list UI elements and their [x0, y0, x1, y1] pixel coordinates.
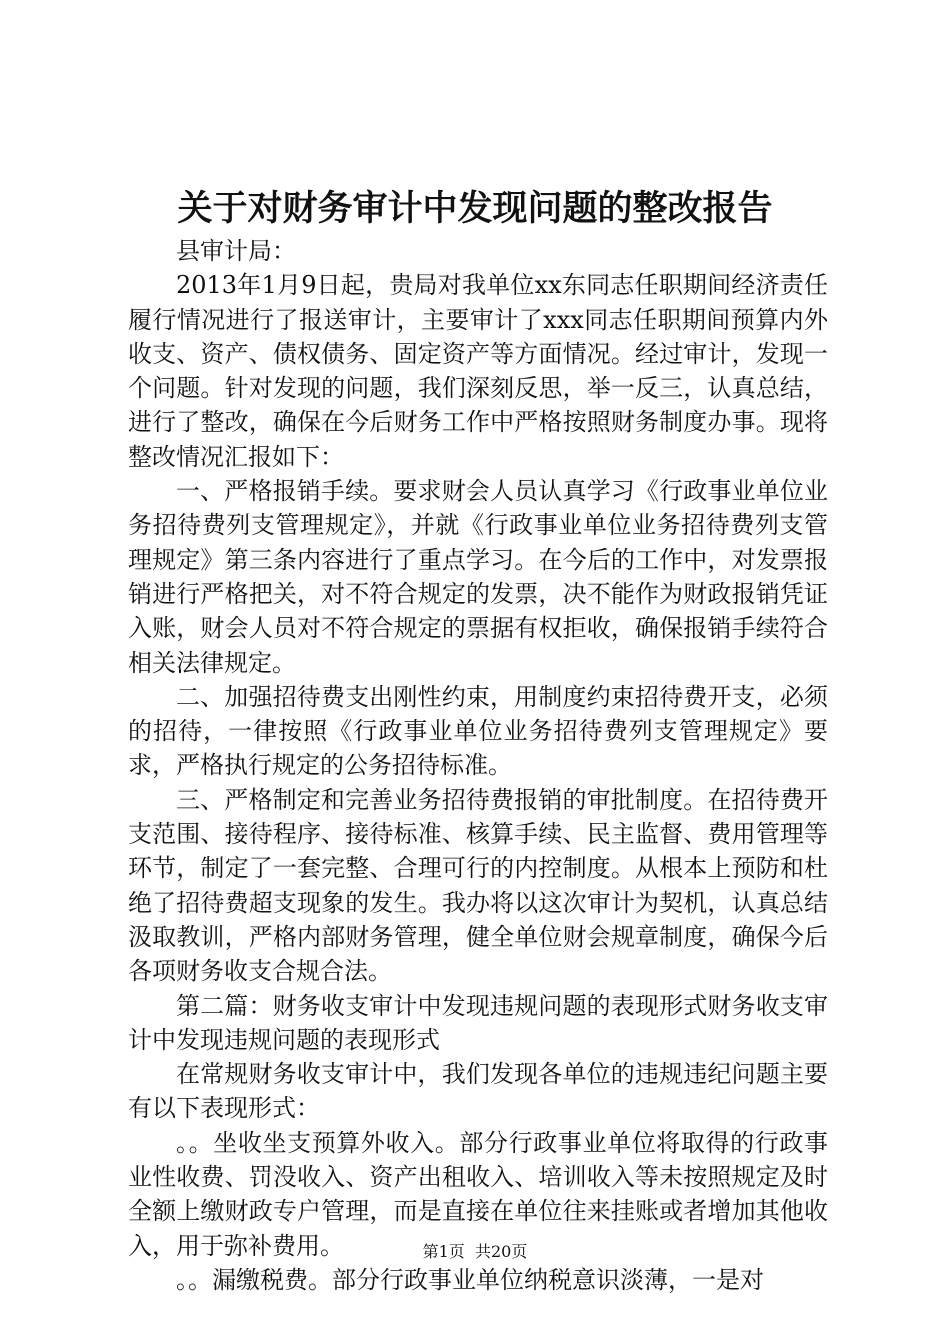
document-body: [128, 234, 828, 1297]
paragraph-point-3: 三、严格制定和完善业务招待费报销的审批制度。在招待费开支范围、接待程序、接待标准、核算手续、民主监督、费用管理等环节，制定了一套完整、合理可行的内控制度。从根本上预防和杜绝了招待费超支现象的发生。我办将以这次审计为契机，认真总结汲取教训，严格内部财务管理，健全单位财会规章制度，确保今后各项财务收支合规合法。: [128, 785, 828, 986]
paragraph-form-1: 。。坐收坐支预算外收入。部分行政事业单位将取得的行政事业性收费、罚没收入、资产出租收入、培训收入等未按照规定及时全额上缴财政专户管理，而是直接在单位往来挂账或者增加其他收入，用于弥补费用。: [128, 1128, 828, 1260]
page-number: 第1页: [422, 1242, 465, 1261]
paragraph-intro: 2013年1月9日起，贵局对我单位xx东同志任职期间经济责任履行情况进行了报送审计，主要审计了xxx同志任职期间预算内外收支、资产、债权债务、固定资产等方面情况。经过审计，发现一个问题。针对发现的问题，我们深刻反思，举一反三，认真总结，进行了整改，确保在今后财务工作中严格按照财务制度办事。现将整改情况汇报如下：: [128, 271, 828, 471]
page-footer: [0, 1240, 950, 1264]
salutation: 县审计局：: [176, 237, 296, 265]
page-total: 共20页: [474, 1242, 528, 1261]
paragraph-form-2: 。。漏缴税费。部分行政事业单位纳税意识淡薄，一是对: [176, 1265, 764, 1294]
paragraph-point-2: 二、加强招待费支出刚性约束，用制度约束招待费开支，必须的招待，一律按照《行政事业单位业务招待费列支管理规定》要求，严格执行规定的公务招待标准。: [128, 682, 828, 780]
paragraph-point-1: 一、严格报销手续。要求财会人员认真学习《行政事业单位业务招待费列支管理规定》，并就《行政事业单位业务招待费列支管理规定》第三条内容进行了重点学习。在今后的工作中，对发票报销进行严格把关，对不符合规定的发票，决不能作为财政报销凭证入账，财会人员对不符合规定的票据有权拒收，确保报销手续符合相关法律规定。: [128, 477, 828, 677]
paragraph-second-article-intro: 在常规财务收支审计中，我们发现各单位的违规违纪问题主要有以下表现形式：: [128, 1060, 828, 1123]
document-title: 关于对财务审计中发现问题的整改报告: [177, 188, 773, 229]
paragraph-second-article-heading: 第二篇：财务收支审计中发现违规问题的表现形式财务收支审计中发现违规问题的表现形式: [128, 991, 828, 1054]
